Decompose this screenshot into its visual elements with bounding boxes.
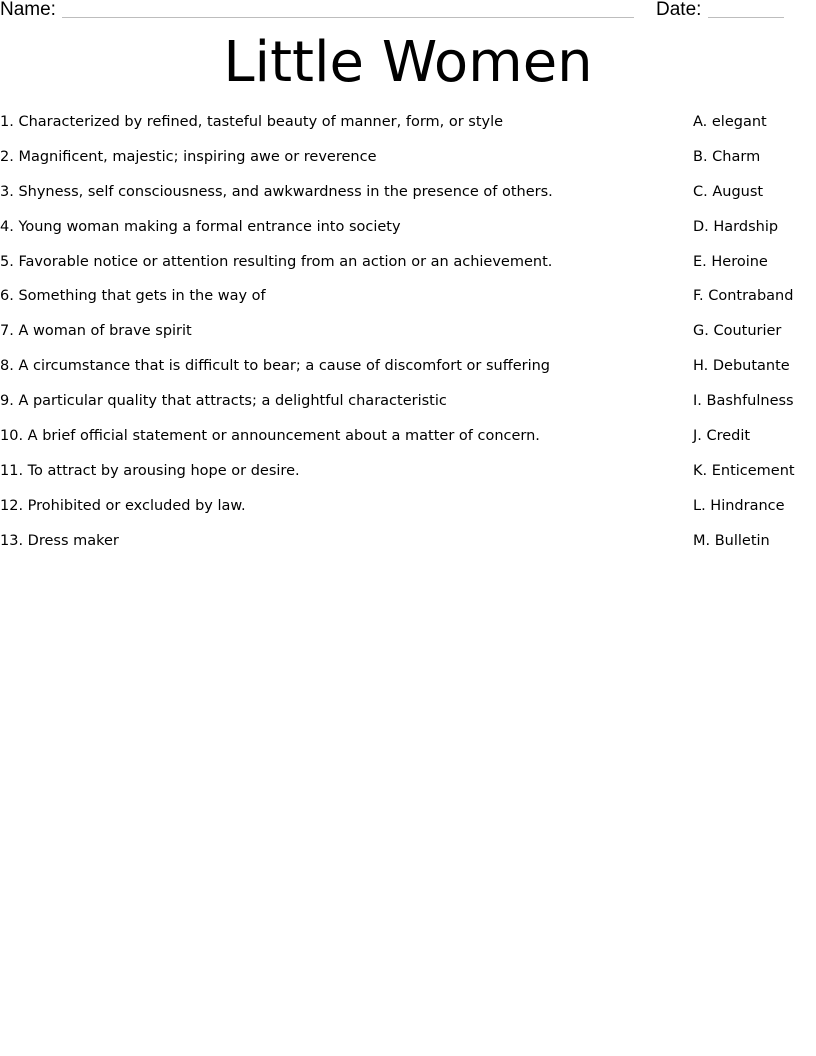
clue-item: 7. A woman of brave spirit [0,323,192,340]
clue-item: 11. To attract by arousing hope or desire. [0,462,300,479]
clue-item: 10. A brief official statement or announcement about a matter of concern. [0,428,540,445]
clue-item: 3. Shyness, self consciousness, and awkwardness in the presence of others. [0,183,553,200]
answer-item: K. Enticement [693,462,795,479]
answer-list [693,110,816,564]
answer-item: G. Couturier [693,323,782,340]
answer-item: F. Contraband [693,288,794,305]
answer-item: L. Hindrance [693,497,785,514]
answer-item: M. Bulletin [693,532,770,549]
date-blank-line [708,17,784,18]
answer-item: I. Bashfulness [693,393,794,410]
worksheet-header [0,0,816,24]
answer-item: J. Credit [693,428,751,445]
date-label: Date: [656,0,702,20]
name-label: Name: [0,0,56,20]
answer-item: C. August [693,183,764,200]
clue-item: 8. A circumstance that is difficult to bear; a cause of discomfort or suffering [0,358,551,375]
name-blank-line [62,17,634,18]
answer-item: D. Hardship [693,218,779,235]
clue-item: 6. Something that gets in the way of [0,288,266,305]
clue-item: 12. Prohibited or excluded by law. [0,497,246,514]
clue-item: 1. Characterized by refined, tasteful beauty of manner, form, or style [0,114,504,130]
page-title: Little Women [223,30,593,95]
clue-list [0,110,670,564]
clue-item: 4. Young woman making a formal entrance into society [0,218,401,235]
clue-item: 13. Dress maker [0,532,119,549]
answer-item: H. Debutante [693,358,790,375]
clue-item: 9. A particular quality that attracts; a delightful characteristic [0,393,447,410]
answer-item: E. Heroine [693,253,768,270]
answer-item: A. elegant [693,114,767,130]
answer-item: B. Charm [693,148,761,165]
clue-item: 5. Favorable notice or attention resulting from an action or an achievement. [0,253,553,270]
clue-item: 2. Magnificent, majestic; inspiring awe or reverence [0,148,377,165]
